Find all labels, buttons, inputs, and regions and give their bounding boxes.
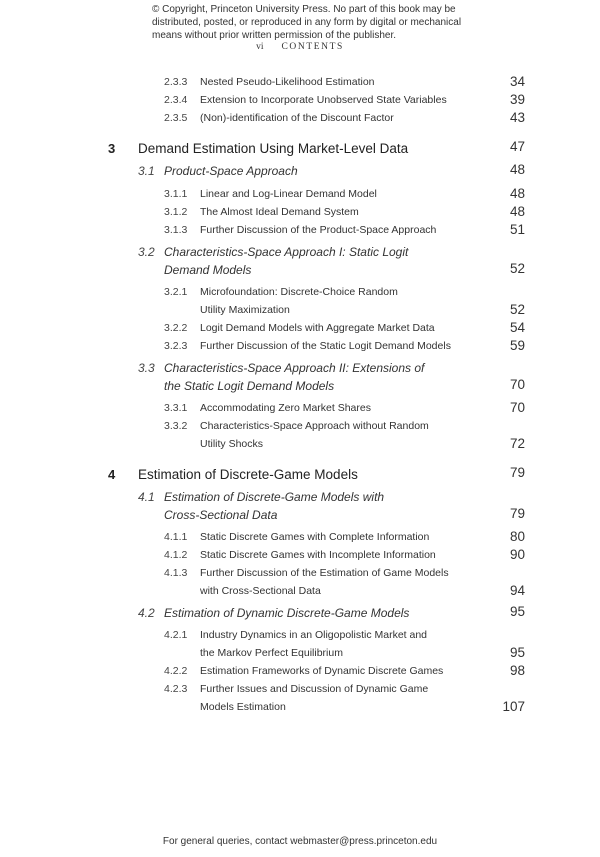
toc-entry-number: 4.2.1: [164, 629, 188, 641]
toc-entry-page: 98: [509, 663, 525, 678]
toc-entry-page: 43: [509, 110, 525, 125]
toc-entry-page: 48: [509, 186, 525, 201]
toc-entry-title: Microfoundation: Discrete-Choice Random: [200, 286, 398, 298]
copyright-notice: © Copyright, Princeton University Press. No part of this book may be distributed, posted, or reproduced in any form by digital or mechanical means without prior written permission of the publisher.: [152, 4, 462, 41]
toc-entry-title: Characteristics-Space Approach I: Static Logit: [164, 245, 409, 259]
toc-entry-page: 52: [509, 302, 525, 317]
toc-entry-number: 3.2.3: [164, 340, 188, 352]
toc-entry-title: (Non)-identification of the Discount Factor: [200, 112, 394, 124]
toc-entry-title: Characteristics-Space Approach II: Extensions of: [164, 361, 425, 375]
toc-entry-page: 107: [502, 699, 525, 714]
toc-entry-number: 4: [108, 467, 116, 482]
toc-entry-title: Cross-Sectional Data: [164, 508, 278, 522]
toc-entry-page: 94: [509, 583, 525, 598]
toc-entry-page: 47: [509, 139, 525, 154]
toc-entry-page: 54: [509, 320, 525, 335]
toc-entry-page: 95: [509, 604, 525, 619]
footer-contact: For general queries, contact webmaster@press.princeton.edu: [162, 836, 438, 847]
page-number: vi: [256, 42, 264, 52]
toc-entry-title: the Static Logit Demand Models: [164, 379, 335, 393]
toc-entry-title: Further Discussion of the Static Logit Demand Models: [200, 340, 451, 352]
toc-entry-number: 3.1.1: [164, 188, 188, 200]
toc-entry-number: 3.3: [138, 361, 155, 375]
toc-entry-title: Logit Demand Models with Aggregate Market Data: [200, 322, 435, 334]
toc-entry-page: 59: [509, 338, 525, 353]
toc-entry-page: 34: [509, 74, 525, 89]
toc-entry-page: 80: [509, 529, 525, 544]
toc-entry-title: Further Discussion of the Product-Space Approach: [200, 224, 437, 236]
toc-entry-number: 2.3.4: [164, 94, 188, 106]
toc-entry-number: 2.3.3: [164, 76, 188, 88]
toc-entry-title: Estimation Frameworks of Dynamic Discrete Games: [200, 665, 444, 677]
toc-entry-number: 4.1.3: [164, 567, 188, 579]
toc-entry-page: 39: [509, 92, 525, 107]
toc-entry-number: 3.2.1: [164, 286, 188, 298]
toc-entry-number: 4.1.2: [164, 549, 188, 561]
toc-entry-page: 79: [509, 465, 525, 480]
toc-entry-title: with Cross-Sectional Data: [200, 585, 321, 597]
toc-entry-number: 4.2.2: [164, 665, 188, 677]
running-head: [0, 42, 600, 52]
toc-entry-title: Models Estimation: [200, 701, 286, 713]
toc-entry-title: Further Issues and Discussion of Dynamic Game: [200, 683, 429, 695]
toc-entry-page: 95: [509, 645, 525, 660]
toc-entry-title: Further Discussion of the Estimation of Game Models: [200, 567, 449, 579]
toc-entry-title: Estimation of Discrete-Game Models: [138, 467, 358, 482]
running-title: CONTENTS: [281, 42, 344, 52]
toc-entry-page: 79: [509, 506, 525, 521]
toc-entry-number: 3.1: [138, 164, 155, 178]
toc-entry-number: 4.1: [138, 490, 155, 504]
toc-entry-title: Extension to Incorporate Unobserved State Variables: [200, 94, 447, 106]
toc-entry-number: 3.2.2: [164, 322, 188, 334]
toc-entry-number: 3.1.2: [164, 206, 188, 218]
toc-entry-title: Static Discrete Games with Complete Information: [200, 531, 430, 543]
toc-entry-number: 3.3.1: [164, 402, 188, 414]
toc-entry-number: 4.1.1: [164, 531, 188, 543]
toc-entry-title: Utility Shocks: [200, 438, 264, 450]
toc-entry-title: Demand Estimation Using Market-Level Data: [138, 141, 409, 156]
toc-entry-title: Estimation of Discrete-Game Models with: [164, 490, 385, 504]
toc-entry-number: 3.3.2: [164, 420, 188, 432]
toc-entry-number: 4.2: [138, 606, 155, 620]
toc-entry-number: 3: [108, 141, 116, 156]
toc-entry-page: 90: [509, 547, 525, 562]
toc-entry-title: Estimation of Dynamic Discrete-Game Models: [164, 606, 410, 620]
toc-entry-title: Static Discrete Games with Incomplete Information: [200, 549, 436, 561]
toc-entry-page: 51: [509, 222, 525, 237]
toc-entry-title: The Almost Ideal Demand System: [200, 206, 359, 218]
toc-entry-title: Linear and Log-Linear Demand Model: [200, 188, 377, 200]
toc-entry-page: 48: [509, 162, 525, 177]
toc-entry-page: 70: [509, 377, 525, 392]
toc-entry-title: Industry Dynamics in an Oligopolistic Market and: [200, 629, 428, 641]
toc-entry-number: 2.3.5: [164, 112, 188, 124]
toc-entry-title: Characteristics-Space Approach without Random: [200, 420, 429, 432]
toc-entry-page: 70: [509, 400, 525, 415]
toc-entry-title: the Markov Perfect Equilibrium: [200, 647, 343, 659]
toc-entry-title: Product-Space Approach: [164, 164, 298, 178]
toc-entry-page: 48: [509, 204, 525, 219]
toc-entry-title: Nested Pseudo-Likelihood Estimation: [200, 76, 375, 88]
toc-entry-number: 3.2: [138, 245, 155, 259]
toc-entry-title: Utility Maximization: [200, 304, 290, 316]
toc-entry-title: Accommodating Zero Market Shares: [200, 402, 371, 414]
toc-entry-page: 52: [509, 261, 525, 276]
toc-entry-number: 4.2.3: [164, 683, 188, 695]
toc-entry-page: 72: [509, 436, 525, 451]
toc-entry-title: Demand Models: [164, 263, 252, 277]
toc-entry-number: 3.1.3: [164, 224, 188, 236]
